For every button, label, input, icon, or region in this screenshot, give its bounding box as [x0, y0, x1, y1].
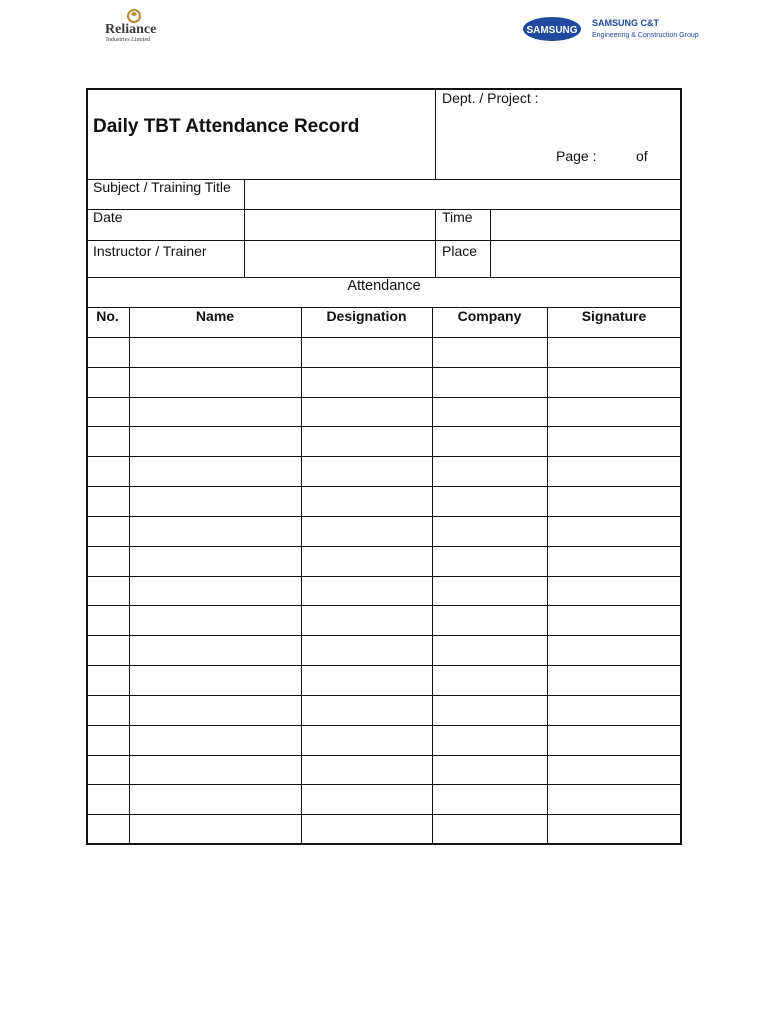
col-header-company: Company — [457, 308, 522, 324]
place-label: Place — [442, 243, 478, 259]
reliance-logo — [100, 8, 180, 44]
page-label: Page : — [556, 148, 597, 164]
svg-text:Engineering & Construction Gro: Engineering & Construction Group — [592, 32, 699, 39]
col-header-name: Name — [195, 308, 235, 324]
table-row[interactable] — [86, 337, 682, 367]
table-row[interactable] — [86, 635, 682, 665]
table-row[interactable] — [86, 516, 682, 546]
samsung-ct-logo — [522, 12, 699, 48]
time-label: Time — [442, 209, 473, 225]
table-row[interactable] — [86, 397, 682, 427]
form-title: Daily TBT Attendance Record — [93, 116, 360, 137]
table-row[interactable] — [86, 605, 682, 635]
dept-project-label: Dept. / Project : — [442, 90, 539, 106]
table-row[interactable] — [86, 486, 682, 516]
table-row[interactable] — [86, 755, 682, 785]
svg-text:SAMSUNG: SAMSUNG — [526, 25, 578, 36]
table-row[interactable] — [86, 576, 682, 606]
attendance-table — [86, 88, 682, 845]
svg-text:Industries Limited: Industries Limited — [106, 37, 151, 43]
table-row[interactable] — [86, 367, 682, 397]
date-label: Date — [93, 209, 123, 225]
col-header-no: No. — [96, 308, 119, 324]
svg-text:SAMSUNG C&T: SAMSUNG C&T — [592, 18, 659, 28]
table-row[interactable] — [86, 784, 682, 814]
table-row[interactable] — [86, 456, 682, 486]
instructor-label: Instructor / Trainer — [93, 243, 207, 259]
table-row[interactable] — [86, 426, 682, 456]
attendance-form — [86, 88, 682, 845]
page-of-label: of — [636, 148, 648, 164]
table-row[interactable] — [86, 725, 682, 755]
table-row[interactable] — [86, 814, 682, 844]
table-row[interactable] — [86, 695, 682, 725]
col-header-signature: Signature — [581, 308, 647, 324]
attendance-label: Attendance — [347, 278, 421, 294]
col-header-designation: Designation — [326, 308, 407, 324]
svg-text:Reliance: Reliance — [105, 22, 157, 37]
table-row[interactable] — [86, 546, 682, 576]
subject-label: Subject / Training Title — [93, 179, 231, 195]
table-row[interactable] — [86, 665, 682, 695]
